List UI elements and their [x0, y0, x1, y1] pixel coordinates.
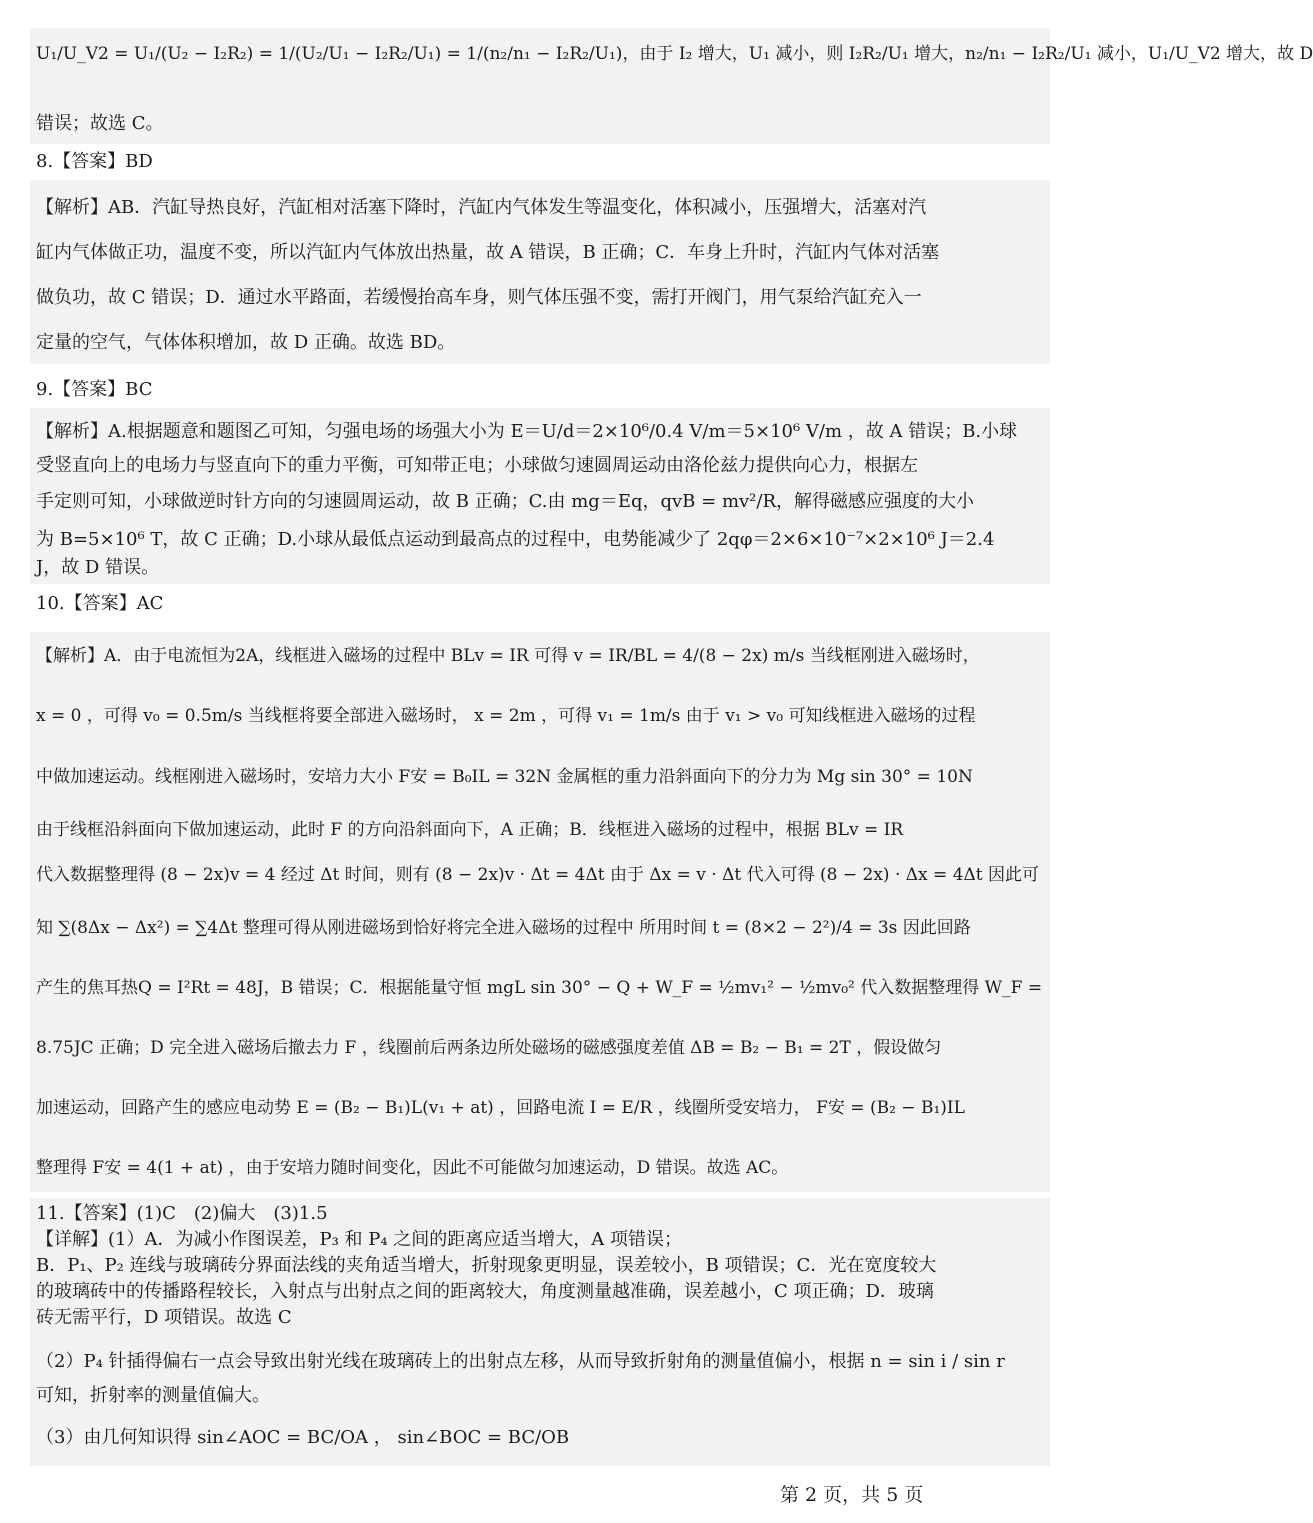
q11-answer: 11.【答案】(1)C (2)偏大 (3)1.5: [36, 1203, 328, 1224]
q10-line: 产生的焦耳热Q = I²Rt = 48J，B 错误；C．根据能量守恒 mgL sin 30° − Q + W_F = ½mv₁² − ½mv₀² 代入数据整理得 W_F =: [36, 978, 1043, 998]
q9-line: 受竖直向上的电场力与竖直向下的重力平衡，可知带正电；小球做匀速圆周运动由洛伦兹力提供向心力，根据左: [36, 455, 918, 476]
page-number-label: 第 2 页，共 5 页: [780, 1484, 924, 1506]
q9-line: J，故 D 错误。: [36, 557, 160, 578]
q7-conclusion: 错误；故选 C。: [36, 113, 164, 134]
q11-line: （2）P₄ 针插得偏右一点会导致出射光线在玻璃砖上的出射点左移，从而导致折射角的测量值偏小，根据 n = sin i / sin r: [36, 1351, 1005, 1372]
q9-line: 手定则可知，小球做逆时针方向的匀速圆周运动，故 B 正确；C.由 mg＝Eq，qvB = mv²/R，解得磁感应强度的大小: [36, 491, 975, 512]
q9-answer: 9.【答案】BC: [36, 379, 153, 400]
q10-line: 中做加速运动。线框刚进入磁场时，安培力大小 F安 = B₀IL = 32N 金属框的重力沿斜面向下的分力为 Mg sin 30° = 10N: [36, 767, 973, 787]
q11-line: 的玻璃砖中的传播路程较长，入射点与出射点之间的距离较大，角度测量越准确，误差越小，C 项正确；D．玻璃: [36, 1281, 934, 1302]
q10-line: 由于线框沿斜面向下做加速运动，此时 F 的方向沿斜面向下，A 正确；B．线框进入磁场的过程中，根据 BLv = IR: [36, 820, 904, 840]
q8-line: 做负功，故 C 错误；D．通过水平路面，若缓慢抬高车身，则气体压强不变，需打开阀门，用气泵给汽缸充入一: [36, 287, 922, 308]
q10-line: 代入数据整理得 (8 − 2x)v = 4 经过 Δt 时间，则有 (8 − 2x)v · Δt = 4Δt 由于 Δx = v · Δt 代入可得 (8 − 2x) · Δx = 4Δt 因此可: [36, 865, 1040, 885]
q8-line: 缸内气体做正功，温度不变，所以汽缸内气体放出热量，故 A 错误，B 正确；C．车身上升时，汽缸内气体对活塞: [36, 242, 940, 263]
q8-line: 【解析】AB．汽缸导热良好，汽缸相对活塞下降时，汽缸内气体发生等温变化，体积减小，压强增大，活塞对汽: [36, 197, 927, 218]
q11-line: 砖无需平行，D 项错误。故选 C: [36, 1307, 292, 1328]
q10-line: 【解析】A．由于电流恒为2A，线框进入磁场的过程中 BLv = IR 可得 v = IR/BL = 4/(8 − 2x) m/s 当线框刚进入磁场时，: [36, 646, 980, 666]
q11-line: （3）由几何知识得 sin∠AOC = BC/OA ， sin∠BOC = BC/OB: [36, 1427, 570, 1448]
q10-line: 知 ∑(8Δx − Δx²) = ∑4Δt 整理可得从刚进磁场到恰好将完全进入磁场的过程中 所用时间 t = (8×2 − 2²)/4 = 3s 因此回路: [36, 918, 971, 938]
q8-answer: 8.【答案】BD: [36, 151, 153, 172]
q10-line: 整理得 F安 = 4(1 + at) ，由于安培力随时间变化，因此不可能做匀加速运动，D 错误。故选 AC。: [36, 1158, 789, 1178]
q7-reasoning: ，由于 I₂ 增大，U₁ 减小，则 I₂R₂/U₁ 增大，n₂/n₁ − I₂R₂/U₁ 减小，U₁/U_V2 增大，故 D: [622, 44, 1313, 64]
q7-formula-lead: U₁/U_V2 = U₁/(U₂ − I₂R₂) = 1/(U₂/U₁ − I₂R₂/U₁) = 1/(n₂/n₁ − I₂R₂/U₁): [36, 44, 623, 64]
q10-line: 加速运动，回路产生的感应电动势 E = (B₂ − B₁)L(v₁ + at) ，回路电流 I = E/R ，线圈所受安培力， F安 = (B₂ − B₁)IL: [36, 1098, 965, 1118]
q11-line: B．P₁、P₂ 连线与玻璃砖分界面法线的夹角适当增大，折射现象更明显，误差较小，B 项错误；C．光在宽度较大: [36, 1255, 937, 1276]
q10-answer: 10.【答案】AC: [36, 593, 164, 614]
q11-line: 【详解】(1）A．为减小作图误差，P₃ 和 P₄ 之间的距离应适当增大，A 项错误；: [36, 1229, 683, 1250]
q10-line: 8.75JC 正确；D 完全进入磁场后撤去力 F ，线圈前后两条边所处磁场的磁感强度差值 ΔB = B₂ − B₁ = 2T ，假设做匀: [36, 1038, 942, 1058]
q9-line: 为 B=5×10⁶ T，故 C 正确；D.小球从最低点运动到最高点的过程中，电势能减少了 2qφ＝2×6×10⁻⁷×2×10⁶ J＝2.4: [36, 529, 995, 550]
q8-line: 定量的空气，气体体积增加，故 D 正确。故选 BD。: [36, 332, 456, 353]
q7-formula-line: [36, 42, 1313, 66]
q9-line: 【解析】A.根据题意和题图乙可知，匀强电场的场强大小为 E＝U/d＝2×10⁶/0.4 V/m＝5×10⁶ V/m ，故 A 错误；B.小球: [36, 421, 1018, 442]
q10-line: x = 0 ，可得 v₀ = 0.5m/s 当线框将要全部进入磁场时， x = 2m ，可得 v₁ = 1m/s 由于 v₁ > v₀ 可知线框进入磁场的过程: [36, 706, 976, 726]
q11-line: 可知，折射率的测量值偏大。: [36, 1385, 270, 1406]
